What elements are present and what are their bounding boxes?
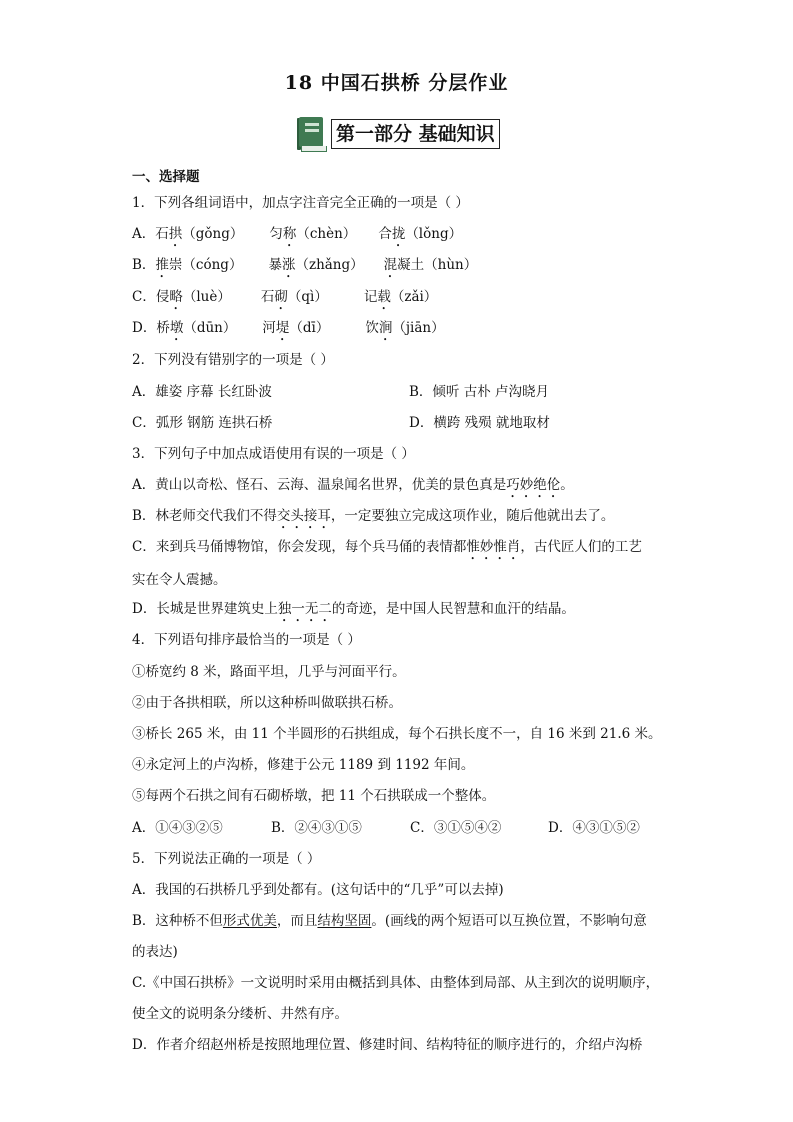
q2-option-d: D．横跨 残殒 就地取材 [409,415,550,431]
q2-option-c: C．弧形 钢筋 连拱石桥 [132,415,273,431]
q5-option-d: D．作者介绍赵州桥是按照地理位置、修建时间、结构特征的顺序进行的，介绍卢沟桥 [132,1037,643,1053]
q4-option-c: C．③①⑤④② [410,820,502,836]
q4-option-b: B．②④③①⑤ [271,820,362,836]
q1-option-a: A．石拱（gǒng） 匀称（chèn） 合拢（lǒng） [132,226,463,242]
q4-sentence-2: ②由于各拱相联，所以这种桥叫做联拱石桥。 [132,695,402,711]
q4-sentence-3: ③桥长 265 米，由 11 个半圆形的石拱组成，每个石拱长度不一，自 16 米到 21.6 米。 [132,726,662,742]
q5-option-b-cont: 的表达) [132,944,178,960]
section-banner [297,114,500,154]
book-icon [297,115,327,153]
q1-stem: 1．下列各组词语中，加点字注音完全正确的一项是（ ） [132,195,469,211]
q4-sentence-5: ⑤每两个石拱之间有石砌桥墩，把 11 个石拱联成一个整体。 [132,788,496,804]
q3-option-b: B．林老师交代我们不得交头接耳，一定要独立完成这项作业，随后他就出去了。 [132,508,615,524]
q3-stem: 3．下列句子中加点成语使用有误的一项是（ ） [132,446,415,462]
q5-option-b: B．这种桥不但形式优美，而且结构坚固。(画线的两个短语可以互换位置，不影响句意 [132,913,647,929]
q5-stem: 5．下列说法正确的一项是（ ） [132,851,321,867]
q5-option-a: A．我国的石拱桥几乎到处都有。(这句话中的“几乎”可以去掉) [132,882,504,898]
banner-title: 第一部分 基础知识 [331,119,500,149]
q3-option-d: D．长城是世界建筑史上独一无二的奇迹，是中国人民智慧和血汗的结晶。 [132,601,575,617]
q4-stem: 4．下列语句排序最恰当的一项是（ ） [132,632,361,648]
q1-option-c: C．侵略（luè） 石砌（qì） 记载（zǎi） [132,289,438,305]
q1-option-d: D．桥墩（dūn） 河堤（dī） 饮涧（jiān） [132,320,445,336]
q4-option-a: A．①④③②⑤ [132,820,223,836]
section-heading: 一、选择题 [132,169,200,185]
q4-sentence-1: ①桥宽约 8 米，路面平坦，几乎与河面平行。 [132,664,406,680]
q1-option-b: B．推崇（cóng） 暴涨（zhǎng） 混凝土（hùn） [132,257,478,273]
q2-option-a: A．雄姿 序幕 长红卧波 [132,384,272,400]
page-title: 18 中国石拱桥 分层作业 [284,72,509,94]
q2-option-b: B．倾听 古朴 卢沟晓月 [409,384,550,400]
q3-option-c: C．来到兵马俑博物馆，你会发现，每个兵马俑的表情都惟妙惟肖，古代匠人们的工艺 [132,539,642,555]
q2-stem: 2．下列没有错别字的一项是（ ） [132,352,334,368]
q5-option-c: C.《中国石拱桥》一文说明时采用由概括到具体、由整体到局部、从主到次的说明顺序， [132,975,660,991]
q4-option-d: D．④③①⑤② [548,820,640,836]
q5-option-c-cont: 使全文的说明条分缕析、井然有序。 [132,1006,348,1022]
q3-option-c-cont: 实在令人震撼。 [132,572,227,588]
q3-option-a: A．黄山以奇松、怪石、云海、温泉闻名世界，优美的景色真是巧妙绝伦。 [132,477,574,493]
q4-sentence-4: ④永定河上的卢沟桥，修建于公元 1189 到 1192 年间。 [132,757,475,773]
